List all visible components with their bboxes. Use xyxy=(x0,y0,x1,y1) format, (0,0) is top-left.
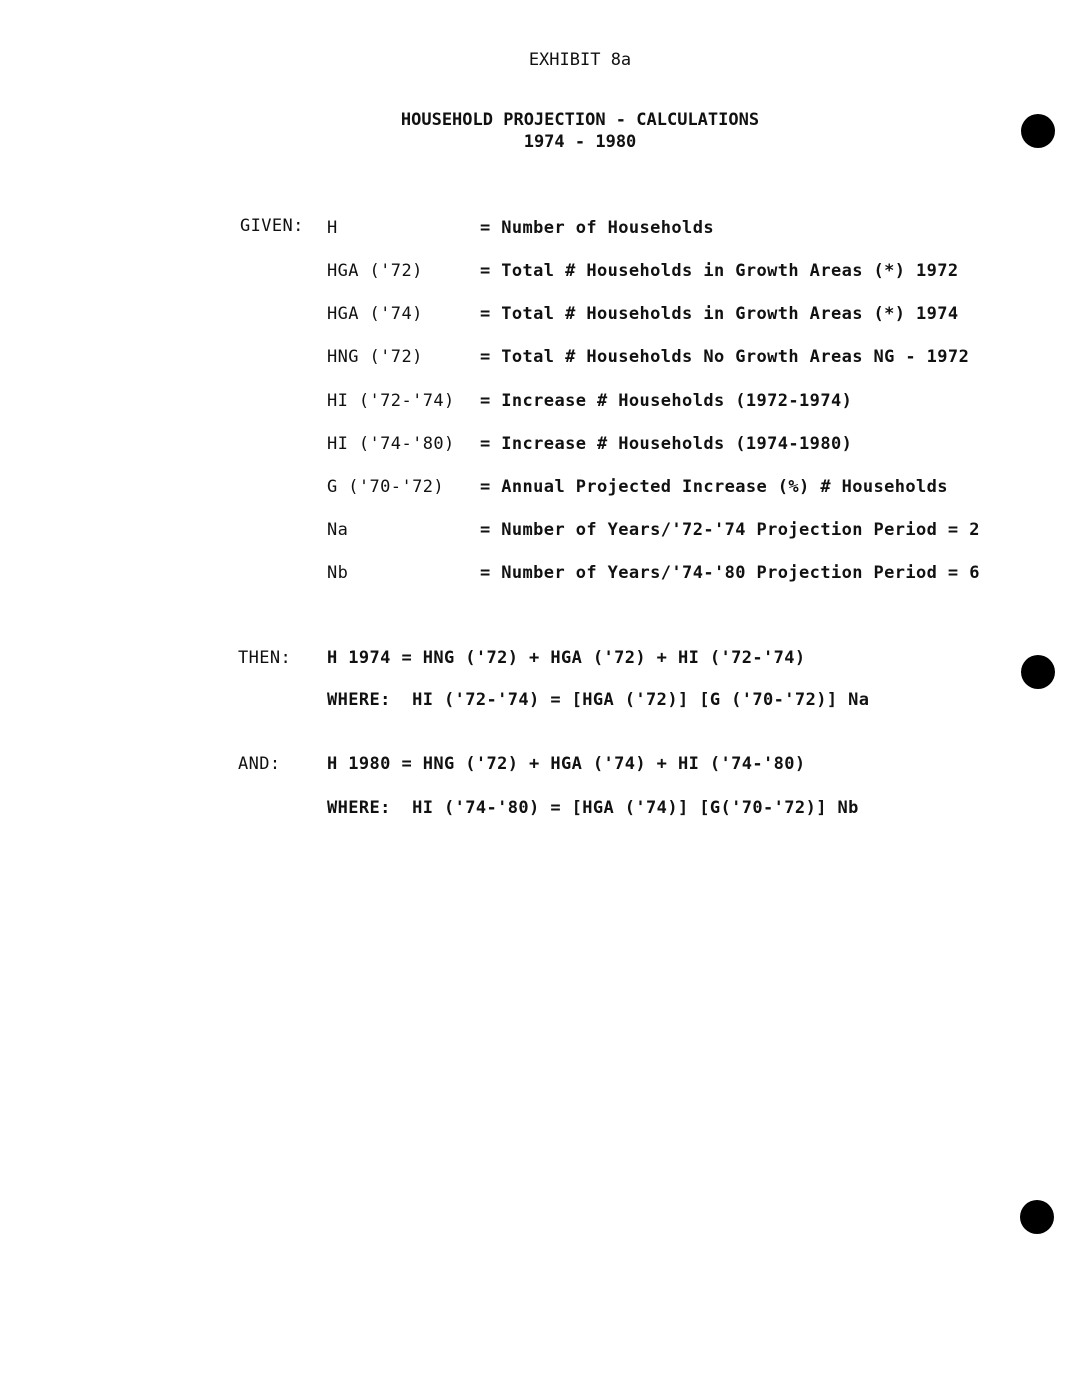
page-title: HOUSEHOLD PROJECTION - CALCULATIONS xyxy=(400,110,760,130)
definition-term: HI ('72-'74) xyxy=(327,391,455,411)
and-label: AND: xyxy=(238,754,281,774)
binder-hole xyxy=(1021,114,1055,148)
definition-term: Nb xyxy=(327,563,349,583)
then-label: THEN: xyxy=(238,648,292,668)
definition-term: HNG ('72) xyxy=(327,347,423,367)
definition-term: H xyxy=(327,218,338,238)
given-label: GIVEN: xyxy=(240,216,304,236)
definition-term: G ('70-'72) xyxy=(327,477,444,497)
definition-text: = Total # Households in Growth Areas (*) 1974 xyxy=(480,304,959,324)
exhibit-label: EXHIBIT 8a xyxy=(528,50,632,70)
definition-term: HI ('74-'80) xyxy=(327,434,455,454)
definition-text: = Number of Years/'72-'74 Projection Period = 2 xyxy=(480,520,980,540)
binder-hole xyxy=(1020,1200,1054,1234)
definition-text: = Increase # Households (1974-1980) xyxy=(480,434,853,454)
then-equation: H 1974 = HNG ('72) + HGA ('72) + HI ('72-'74) xyxy=(327,648,806,668)
definition-text: = Total # Households in Growth Areas (*) 1972 xyxy=(480,261,959,281)
definition-term: Na xyxy=(327,520,349,540)
definition-term: HGA ('74) xyxy=(327,304,423,324)
binder-hole xyxy=(1021,655,1055,689)
and-equation: H 1980 = HNG ('72) + HGA ('74) + HI ('74-'80) xyxy=(327,754,806,774)
definition-term: HGA ('72) xyxy=(327,261,423,281)
definition-text: = Number of Households xyxy=(480,218,714,238)
page-subtitle-years: 1974 - 1980 xyxy=(523,132,637,152)
definition-text: = Number of Years/'74-'80 Projection Period = 6 xyxy=(480,563,980,583)
definition-text: = Annual Projected Increase (%) # Households xyxy=(480,477,948,497)
definition-text: = Increase # Households (1972-1974) xyxy=(480,391,853,411)
and-where-clause: WHERE: HI ('74-'80) = [HGA ('74)] [G('70-'72)] Nb xyxy=(327,798,859,818)
definition-text: = Total # Households No Growth Areas NG - 1972 xyxy=(480,347,970,367)
then-where-clause: WHERE: HI ('72-'74) = [HGA ('72)] [G ('70-'72)] Na xyxy=(327,690,870,710)
